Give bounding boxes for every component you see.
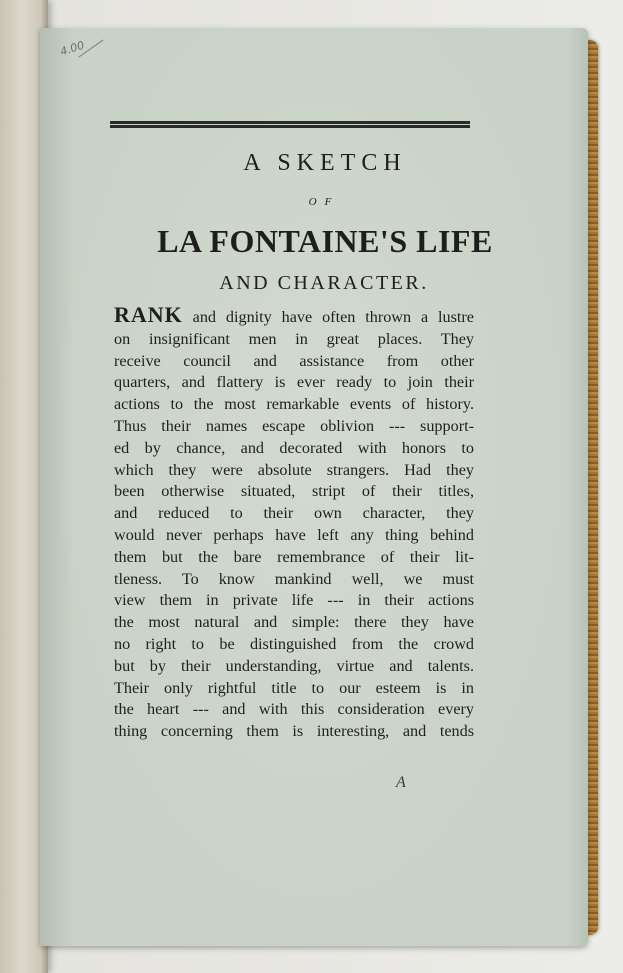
text-line: which they were absolute strangers. Had they <box>114 460 474 479</box>
drop-cap: RANK <box>114 302 183 327</box>
text-line: thing concerning them is interesting, and tends <box>114 722 474 741</box>
text-line: receive council and assistance from other <box>114 351 474 370</box>
text-line: view them in private life --- in their actions <box>114 591 474 610</box>
text-line: would never perhaps have left any thing behind <box>114 525 474 544</box>
title-line-sketch: A SKETCH <box>243 150 407 176</box>
catchword: A <box>396 774 406 791</box>
text-line: actions to the most remarkable events of history. <box>114 395 474 414</box>
text-line: on insignificant men in great places. They <box>114 329 474 348</box>
title-line-character: AND CHARACTER. <box>219 272 429 294</box>
text-line: the most natural and simple: there they have <box>114 613 474 632</box>
text-line: them but the bare remembrance of their lit- <box>114 547 474 566</box>
text-line: ed by chance, and decorated with honors to <box>114 438 474 457</box>
text-line: no right to be distinguished from the crowd <box>114 634 474 653</box>
text-line: RANK and dignity have often thrown a lustre <box>114 302 474 327</box>
text-line: tleness. To know mankind well, we must <box>114 569 474 588</box>
text-line: and reduced to their own character, they <box>114 504 474 523</box>
text-line: been otherwise situated, stript of their titles, <box>114 482 474 501</box>
text-line: the heart --- and with this consideration every <box>114 700 474 719</box>
book-page <box>40 28 588 946</box>
text-line: quarters, and flattery is ever ready to join their <box>114 373 474 392</box>
text-line: Thus their names escape oblivion --- support- <box>114 416 474 435</box>
title-line-main: LA FONTAINE'S LIFE <box>157 223 493 259</box>
text-line: but by their understanding, virtue and talents. <box>114 656 474 675</box>
text-line: Their only rightful title to our esteem is in <box>114 678 474 697</box>
body-text <box>114 304 474 743</box>
title-line-of: OF <box>308 196 340 208</box>
header-rule <box>110 121 470 128</box>
pencil-note: 4.00 <box>58 38 86 59</box>
